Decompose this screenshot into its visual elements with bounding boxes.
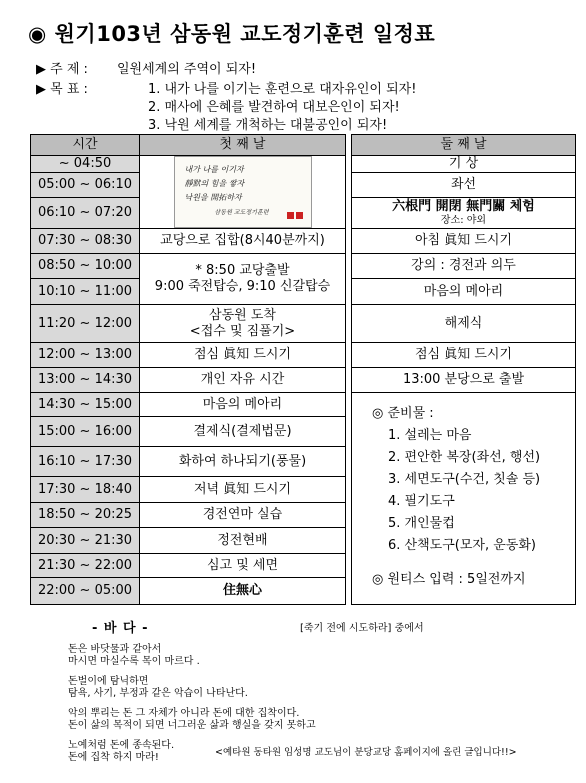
time-cell: 10:10 ~ 11:00 — [31, 279, 140, 305]
time-cell: 06:10 ~ 07:20 — [31, 198, 140, 229]
day2-special — [352, 198, 576, 229]
calligraphy-cell — [140, 156, 346, 229]
prep-title: ◎ 준비물 : — [372, 406, 434, 421]
seal-stamp — [296, 212, 303, 219]
prep-item: 6. 산책도구(모자, 운동화) — [388, 538, 536, 553]
time-cell: 22:00 ~ 05:00 — [31, 578, 140, 605]
prep-item: 1. 설레는 마음 — [388, 428, 472, 443]
time-cell: ~ 04:50 — [31, 156, 140, 173]
theme-label: ▶ 주 제 : — [36, 62, 88, 77]
schedule-table — [30, 134, 576, 605]
goal-item: 3. 낙원 세계를 개척하는 대불공인이 되자! — [148, 118, 388, 133]
sea-source: [죽기 전에 시도하라] 중에서 — [300, 623, 424, 634]
day1-free: 개인 자유 시간 — [140, 368, 346, 393]
time-cell: 12:00 ~ 13:00 — [31, 343, 140, 368]
day2-lunch: 점심 眞知 드시기 — [352, 343, 576, 368]
day1-lunch: 점심 眞知 드시기 — [140, 343, 346, 368]
day1-gather: 교당으로 집합(8시40분까지) — [140, 229, 346, 254]
time-cell: 11:20 ~ 12:00 — [31, 305, 140, 343]
prep-item: 5. 개인물컵 — [388, 516, 455, 531]
header-day1: 첫 째 날 — [140, 135, 346, 156]
sea-line: 돈이 삶의 목적이 되면 너그러운 삶과 행실을 갖지 못하고 — [68, 720, 316, 731]
day1-arrive — [140, 305, 346, 343]
time-cell: 20:30 ~ 21:30 — [31, 528, 140, 554]
prep-item: 4. 필기도구 — [388, 494, 455, 509]
day2-breakfast: 아침 眞知 드시기 — [352, 229, 576, 254]
prep-item: 2. 편안한 복장(좌선, 행선) — [388, 450, 541, 465]
time-cell: 21:30 ~ 22:00 — [31, 554, 140, 578]
sea-title: - 바 다 - — [92, 621, 149, 636]
day1-depart — [140, 254, 346, 305]
time-cell: 08:50 ~ 10:00 — [31, 254, 140, 279]
time-cell: 05:00 ~ 06:10 — [31, 172, 140, 197]
calligraphy-line: 삼동원 교도정기훈련 — [214, 209, 269, 216]
header-time: 시간 — [31, 135, 140, 156]
day2-notes — [352, 393, 576, 605]
day1-dinner: 저녁 眞知 드시기 — [140, 477, 346, 503]
depart-line: * 8:50 교당출발 — [195, 263, 290, 279]
special-title: 六根門 開閉 無門關 체험 — [392, 199, 535, 215]
page-title: ◉ 원기103년 삼동원 교도정기훈련 일정표 — [28, 22, 436, 46]
footnote: <예타원 동타원 임성명 교도님이 분당교당 홈페이지에 올린 글입니다!!> — [215, 747, 517, 758]
goal-item: 1. 내가 나를 이기는 훈련으로 대자유인이 되자! — [148, 82, 417, 97]
seal-stamp — [287, 212, 294, 219]
sea-line: 탐욕, 사기, 부정과 같은 악습이 나타난다. — [68, 688, 248, 699]
time-cell: 18:50 ~ 20:25 — [31, 503, 140, 528]
calligraphy-line: 靜默의 힘을 쌓자 — [184, 179, 245, 188]
time-cell: 07:30 ~ 08:30 — [31, 229, 140, 254]
sea-line: 노예처럼 돈에 종속된다. — [68, 740, 175, 751]
time-cell: 14:30 ~ 15:00 — [31, 393, 140, 417]
calligraphy-image — [174, 156, 312, 228]
goals-label: ▶ 목 표 : — [36, 82, 88, 97]
day2-meditation: 좌선 — [352, 172, 576, 197]
time-cell: 13:00 ~ 14:30 — [31, 368, 140, 393]
sea-line: 돈벌이에 탐닉하면 — [68, 676, 149, 687]
calligraphy-line: 낙원을 開拓하자 — [184, 193, 242, 202]
depart-line: 9:00 죽전탑승, 9:10 신갈탑승 — [154, 279, 331, 294]
day1-wash: 심고 및 세면 — [140, 554, 346, 578]
day2-depart: 13:00 분당으로 출발 — [352, 368, 576, 393]
day2-wake: 기 상 — [352, 156, 576, 173]
day1-study: 경전연마 실습 — [140, 503, 346, 528]
sea-line: 악의 뿌리는 돈 그 자체가 아니라 돈에 대한 집착이다. — [68, 708, 300, 719]
sea-line: 돈은 바닷물과 같아서 — [68, 644, 162, 655]
time-cell: 16:10 ~ 17:30 — [31, 447, 140, 477]
day1-harmony: 화하여 하나되기(풍물) — [140, 447, 346, 477]
day1-prayer: 정전현배 — [140, 528, 346, 554]
header-day2: 둘 째 날 — [352, 135, 576, 156]
prep-item: 3. 세면도구(수건, 칫솔 등) — [388, 472, 541, 487]
arrive-line: 삼동원 도착 — [209, 307, 276, 323]
sea-line: 돈에 집착 하지 마라! — [68, 752, 159, 763]
theme-text: 일원세계의 주역이 되자! — [117, 62, 257, 77]
sea-line: 마시면 마실수록 목이 마르다 . — [68, 656, 200, 667]
tshirt-note: ◎ 원티스 입력 : 5일전까지 — [372, 572, 526, 587]
special-place: 장소: 야외 — [440, 214, 487, 226]
day2-haeje: 해제식 — [352, 305, 576, 343]
time-cell: 17:30 ~ 18:40 — [31, 477, 140, 503]
goal-item: 2. 매사에 은혜를 발견하여 대보은인이 되자! — [148, 100, 400, 115]
day2-mind: 마음의 메아리 — [352, 279, 576, 305]
day1-sleep: 住無心 — [140, 578, 346, 605]
arrive-line: <접수 및 짐풀기> — [189, 323, 296, 339]
day1-jeolje: 결제식(결제법문) — [140, 417, 346, 447]
calligraphy-line: 내가 나를 이기자 — [184, 165, 244, 174]
time-cell: 15:00 ~ 16:00 — [31, 417, 140, 447]
day1-mind: 마음의 메아리 — [140, 393, 346, 417]
day2-lecture: 강의 : 경전과 의두 — [352, 254, 576, 279]
